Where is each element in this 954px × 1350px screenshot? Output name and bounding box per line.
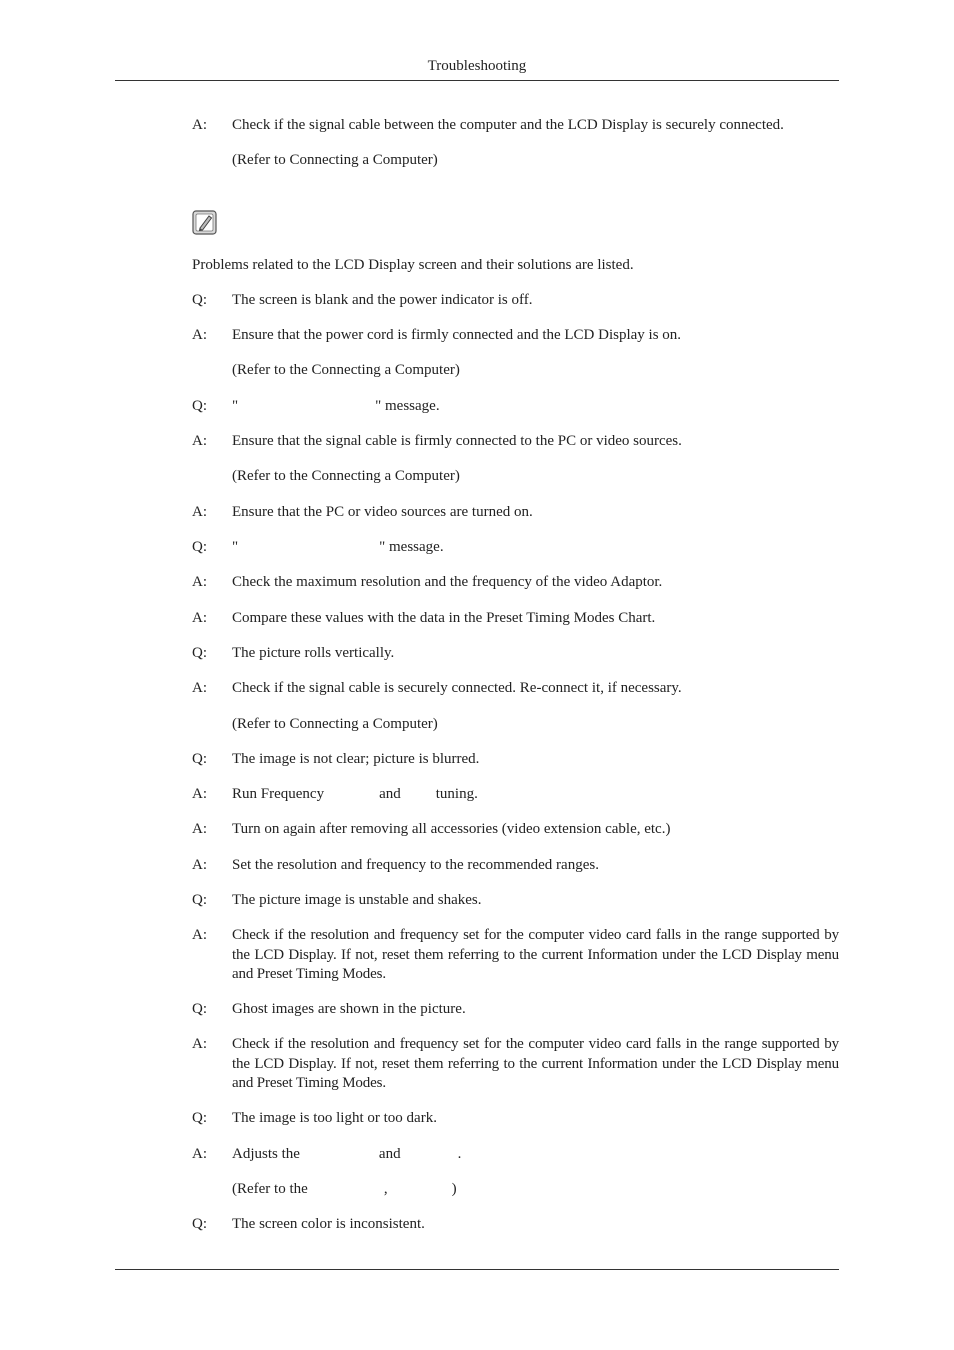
row-text: (Refer to the Connecting a Computer) bbox=[232, 468, 460, 484]
row-text: Check if the signal cable is securely connected. Re-connect it, if necessary. bbox=[232, 680, 682, 696]
row-text: The screen color is inconsistent. bbox=[232, 1216, 425, 1232]
row-text: Check if the resolution and frequency set for the computer video card falls in the range supported by the LCD Display. If not, reset them referring to the current Information under the LCD Display menu and Preset Timing Modes. bbox=[232, 927, 839, 982]
row-text: (Refer to Connecting a Computer) bbox=[232, 152, 438, 168]
row-text bbox=[232, 397, 839, 417]
row-label: Q: bbox=[192, 539, 207, 555]
row-label: A: bbox=[192, 1146, 207, 1162]
row-label: A: bbox=[192, 1036, 207, 1052]
row-label: A: bbox=[192, 857, 207, 873]
row-text: (Refer to the Connecting a Computer) bbox=[232, 362, 460, 378]
row-text: Check if the signal cable between the computer and the LCD Display is securely connected. bbox=[232, 117, 784, 133]
row-label: A: bbox=[192, 680, 207, 696]
row-text: Check if the resolution and frequency set for the computer video card falls in the range supported by the LCD Display. If not, reset them referring to the current Information under the LCD Display menu and Preset Timing Modes. bbox=[232, 1036, 839, 1091]
text-fragment: ) bbox=[451, 1181, 457, 1197]
text-fragment: Adjusts the bbox=[232, 1146, 300, 1162]
text-fragment: Run Frequency bbox=[232, 786, 325, 802]
row-label: Q: bbox=[192, 892, 207, 908]
row-label: Q: bbox=[192, 1001, 207, 1017]
row-text: Ensure that the power cord is firmly connected and the LCD Display is on. bbox=[232, 327, 682, 343]
note-pencil-icon bbox=[192, 210, 217, 235]
row-label: Q: bbox=[192, 292, 207, 308]
row-text: The image is too light or too dark. bbox=[232, 1110, 437, 1126]
row-label: A: bbox=[192, 433, 207, 449]
row-text bbox=[232, 538, 839, 558]
text-fragment: " message. bbox=[379, 539, 444, 555]
row-text bbox=[232, 785, 839, 805]
row-text: The picture rolls vertically. bbox=[232, 645, 395, 661]
row-text: Ensure that the PC or video sources are turned on. bbox=[232, 504, 533, 520]
row-text: The picture image is unstable and shakes. bbox=[232, 892, 482, 908]
row-text: Turn on again after removing all accessories (video extension cable, etc.) bbox=[232, 821, 671, 837]
row-text: Compare these values with the data in the Preset Timing Modes Chart. bbox=[232, 610, 656, 626]
row-text: The image is not clear; picture is blurred. bbox=[232, 751, 480, 767]
row-label: Q: bbox=[192, 1110, 207, 1126]
row-text: Set the resolution and frequency to the recommended ranges. bbox=[232, 857, 599, 873]
row-label: A: bbox=[192, 786, 207, 802]
text-fragment: " bbox=[232, 398, 239, 414]
row-label: Q: bbox=[192, 1216, 207, 1232]
row-label: A: bbox=[192, 504, 207, 520]
page-header: Troubleshooting bbox=[427, 58, 527, 74]
text-fragment: " bbox=[232, 539, 239, 555]
row-label: A: bbox=[192, 610, 207, 626]
text-fragment: , bbox=[383, 1181, 388, 1197]
text-fragment: (Refer to the bbox=[232, 1181, 308, 1197]
intro-paragraph: Problems related to the LCD Display screen and their solutions are listed. bbox=[192, 257, 634, 273]
row-label: Q: bbox=[192, 398, 207, 414]
row-label: A: bbox=[192, 927, 207, 943]
row-label: A: bbox=[192, 117, 207, 133]
row-label: A: bbox=[192, 574, 207, 590]
row-text: (Refer to Connecting a Computer) bbox=[232, 716, 438, 732]
row-text bbox=[232, 1180, 839, 1200]
text-fragment: " message. bbox=[375, 398, 440, 414]
row-text: Ghost images are shown in the picture. bbox=[232, 1001, 466, 1017]
row-label: A: bbox=[192, 327, 207, 343]
row-text: The screen is blank and the power indicator is off. bbox=[232, 292, 533, 308]
text-fragment: and bbox=[378, 1146, 401, 1162]
row-text: Ensure that the signal cable is firmly connected to the PC or video sources. bbox=[232, 433, 682, 449]
header-rule bbox=[115, 80, 839, 81]
text-fragment: and bbox=[379, 786, 401, 802]
row-label: Q: bbox=[192, 645, 207, 661]
row-text bbox=[232, 1145, 839, 1165]
row-label: A: bbox=[192, 821, 207, 837]
text-fragment: tuning. bbox=[435, 786, 478, 802]
footer-rule bbox=[115, 1269, 839, 1270]
row-text: Check the maximum resolution and the frequency of the video Adaptor. bbox=[232, 574, 663, 590]
row-label: Q: bbox=[192, 751, 207, 767]
text-fragment: . bbox=[457, 1146, 462, 1162]
